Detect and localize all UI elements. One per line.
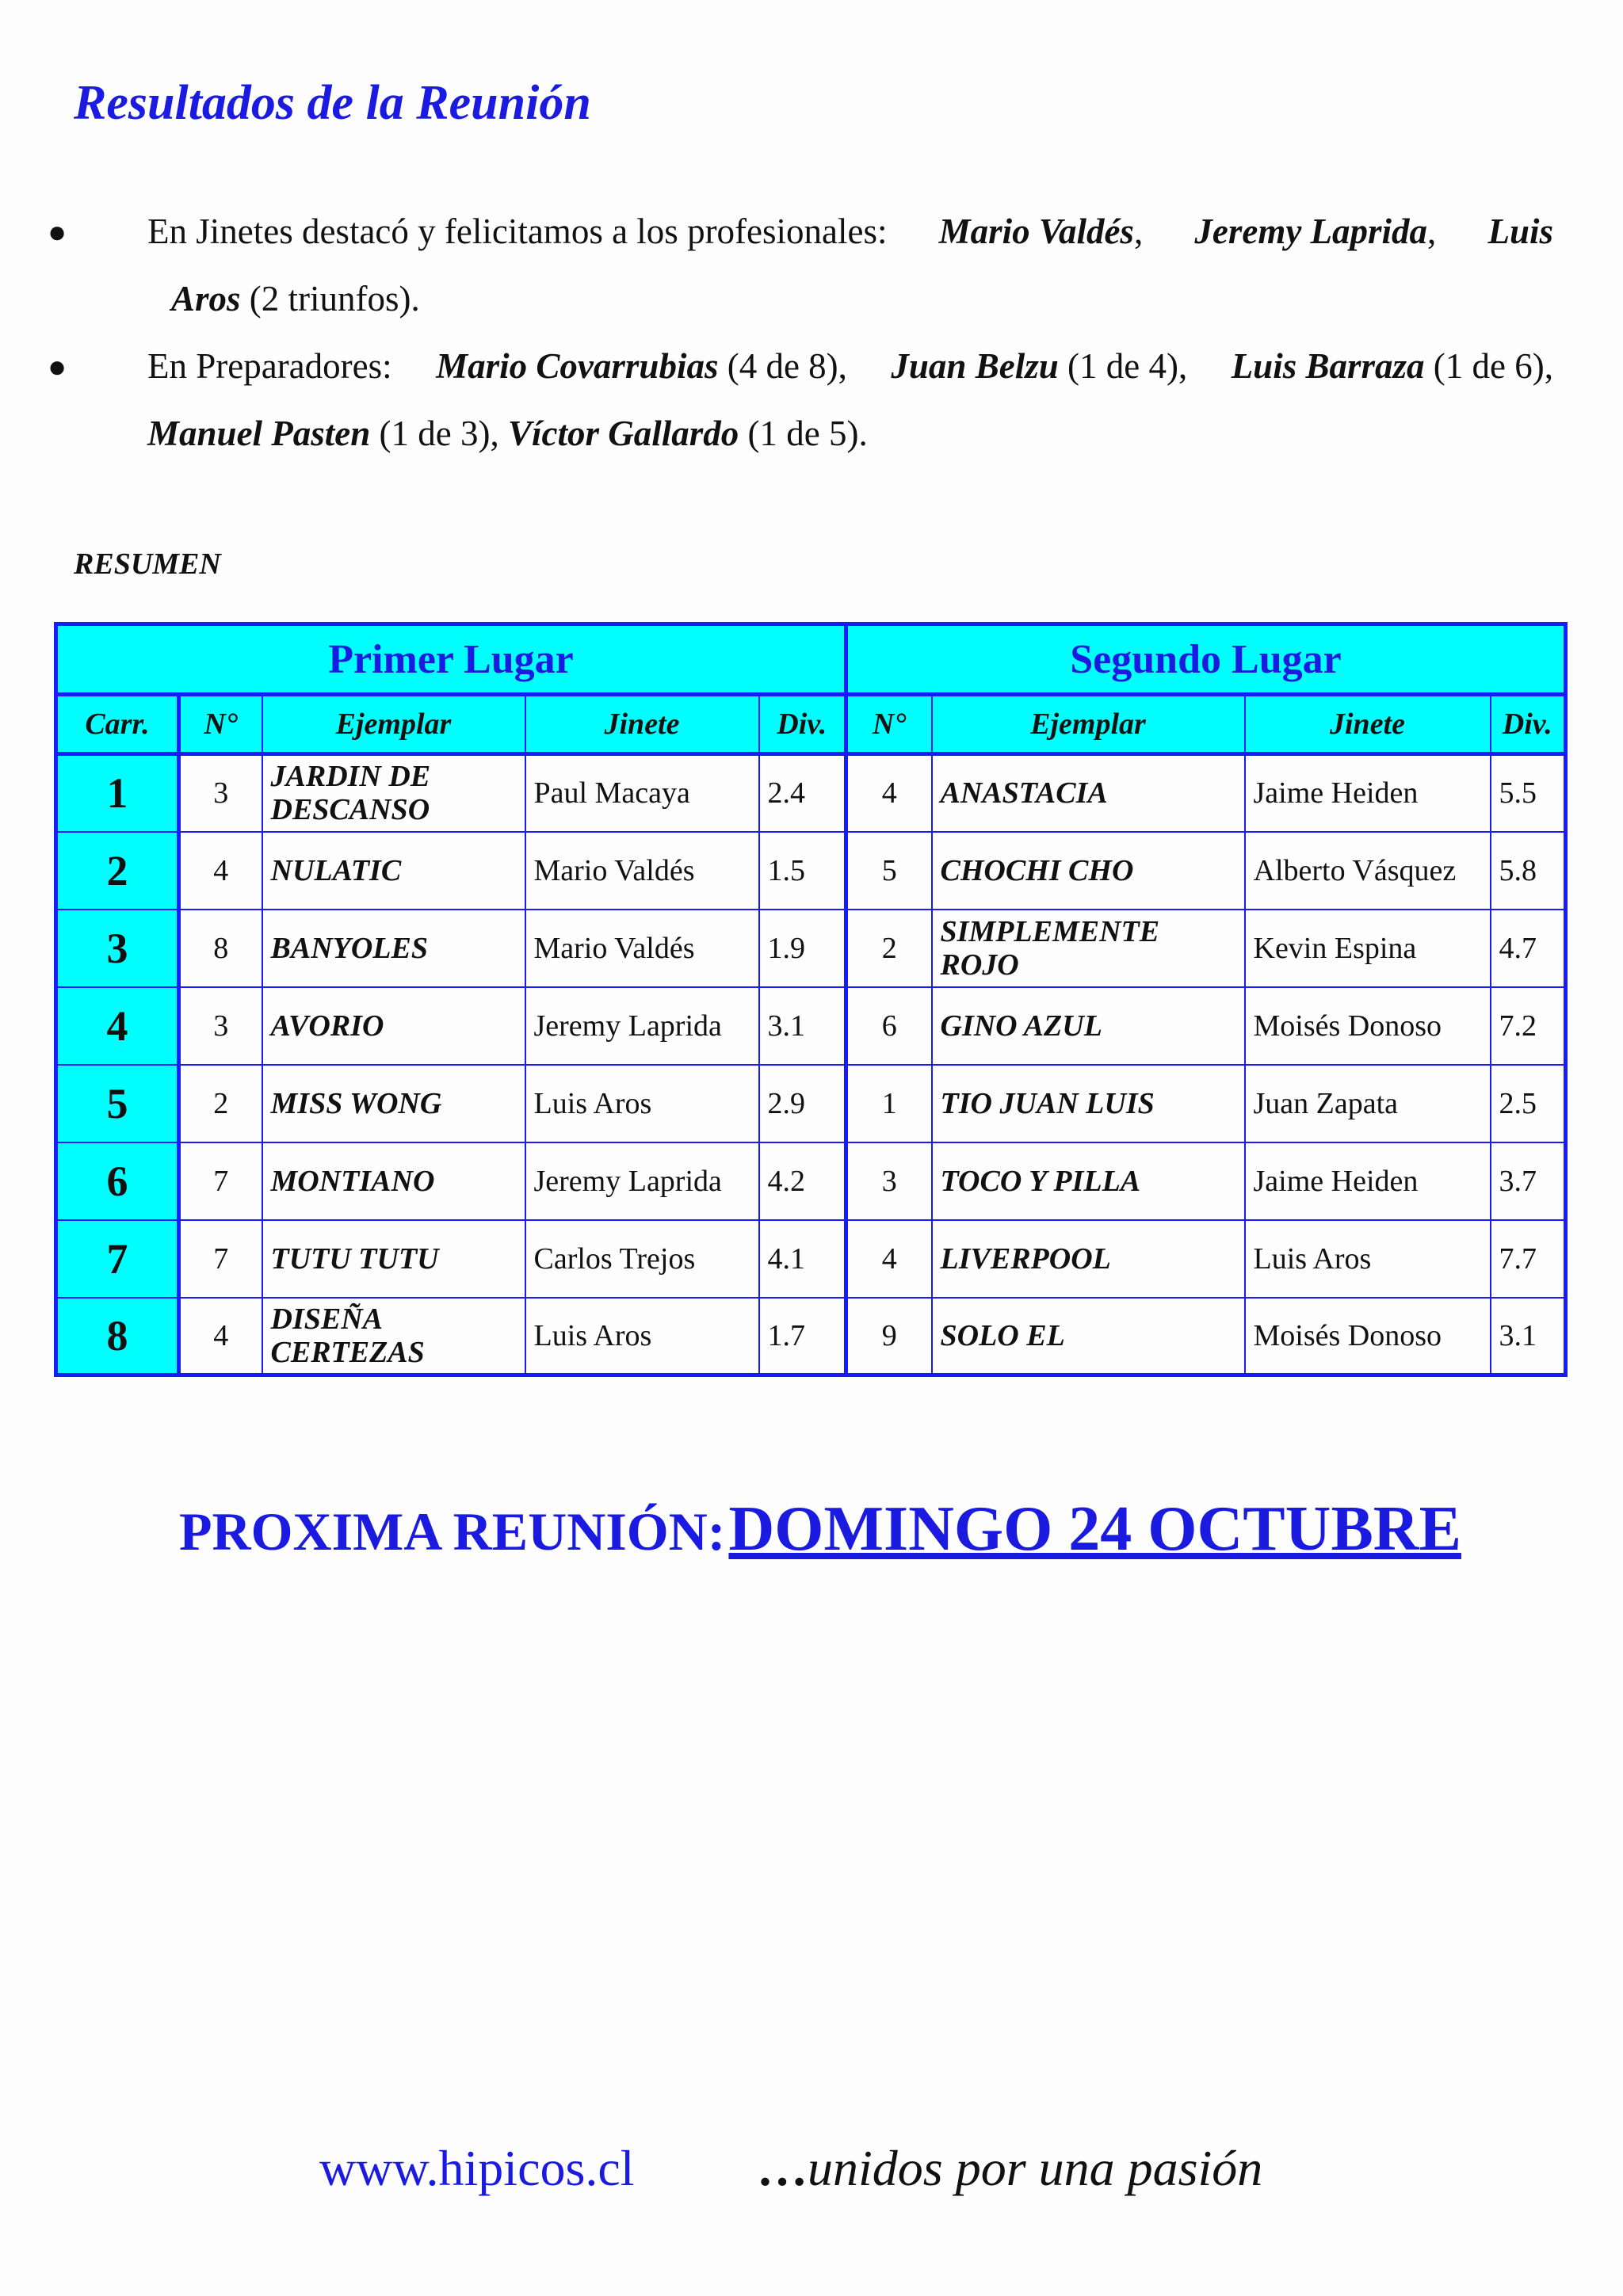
race-number: 8 — [56, 1298, 179, 1375]
first-horse-name: DISEÑA CERTEZAS — [262, 1298, 525, 1375]
jockey-name: Jeremy Laprida — [1194, 212, 1428, 251]
second-jockey: Juan Zapata — [1245, 1065, 1491, 1142]
first-jockey: Luis Aros — [525, 1298, 759, 1375]
first-dividend: 1.9 — [759, 910, 846, 987]
first-jockey: Paul Macaya — [525, 754, 759, 832]
jockey-name: Mario Valdés — [938, 212, 1134, 251]
race-number: 1 — [56, 754, 179, 832]
first-horse-number: 8 — [179, 910, 262, 987]
first-horse-number: 4 — [179, 1298, 262, 1375]
col-header-jinete: Jinete — [1245, 695, 1491, 754]
group-header-second: Segundo Lugar — [846, 624, 1566, 695]
highlights-list — [48, 198, 1553, 467]
first-jockey: Luis Aros — [525, 1065, 759, 1142]
page-title: Resultados de la Reunión — [74, 76, 591, 130]
second-jockey: Kevin Espina — [1245, 910, 1491, 987]
second-horse-name: SOLO EL — [932, 1298, 1245, 1375]
first-dividend: 2.9 — [759, 1065, 846, 1142]
slogan — [757, 2139, 1262, 2198]
next-meeting-label: PROXIMA REUNIÓN: — [179, 1501, 726, 1562]
first-dividend: 4.1 — [759, 1220, 846, 1298]
second-horse-name: LIVERPOOL — [932, 1220, 1245, 1298]
second-dividend: 2.5 — [1491, 1065, 1566, 1142]
col-header-num: N° — [179, 695, 262, 754]
second-jockey: Luis Aros — [1245, 1220, 1491, 1298]
second-dividend: 4.7 — [1491, 910, 1566, 987]
race-number: 7 — [56, 1220, 179, 1298]
jinetes-intro: En Jinetes destacó y felicitamos a los profesionales: — [147, 212, 888, 251]
first-dividend: 3.1 — [759, 987, 846, 1065]
first-horse-number: 7 — [179, 1220, 262, 1298]
first-jockey: Mario Valdés — [525, 832, 759, 910]
trainer-record: (1 de 4), — [1067, 346, 1188, 386]
second-horse-number: 9 — [846, 1298, 932, 1375]
second-jockey: Alberto Vásquez — [1245, 832, 1491, 910]
next-meeting-date: DOMINGO 24 OCTUBRE — [728, 1494, 1461, 1564]
wins-note: (2 triunfos). — [249, 279, 420, 318]
first-horse-number: 2 — [179, 1065, 262, 1142]
race-number: 5 — [56, 1065, 179, 1142]
first-jockey: Jeremy Laprida — [525, 987, 759, 1065]
ellipsis: … — [757, 2140, 808, 2196]
trainer-name: Víctor Gallardo — [508, 414, 739, 453]
trainers-intro: En Preparadores: — [147, 346, 392, 386]
first-horse-number: 7 — [179, 1142, 262, 1220]
trainer-name: Juan Belzu — [891, 346, 1059, 386]
slogan-text: unidos por una pasión — [808, 2140, 1263, 2196]
table-row — [56, 754, 1566, 832]
table-row — [56, 832, 1566, 910]
first-dividend: 1.7 — [759, 1298, 846, 1375]
bullet-icon: ● — [48, 349, 67, 384]
second-horse-number: 5 — [846, 832, 932, 910]
first-jockey: Jeremy Laprida — [525, 1142, 759, 1220]
trainer-record: (1 de 3), — [379, 414, 499, 453]
second-horse-number: 4 — [846, 1220, 932, 1298]
race-number: 4 — [56, 987, 179, 1065]
col-header-ejemplar: Ejemplar — [932, 695, 1245, 754]
col-header-div: Div. — [1491, 695, 1566, 754]
trainer-name: Luis Barraza — [1231, 346, 1425, 386]
trainer-record: (1 de 6), — [1433, 346, 1553, 386]
first-horse-number: 4 — [179, 832, 262, 910]
second-horse-name: TOCO Y PILLA — [932, 1142, 1245, 1220]
first-horse-name: MONTIANO — [262, 1142, 525, 1220]
first-horse-name: MISS WONG — [262, 1065, 525, 1142]
race-number: 3 — [56, 910, 179, 987]
col-header-num: N° — [846, 695, 932, 754]
second-horse-name: GINO AZUL — [932, 987, 1245, 1065]
second-dividend: 5.8 — [1491, 832, 1566, 910]
first-dividend: 2.4 — [759, 754, 846, 832]
first-jockey: Carlos Trejos — [525, 1220, 759, 1298]
second-jockey: Jaime Heiden — [1245, 754, 1491, 832]
first-horse-number: 3 — [179, 987, 262, 1065]
first-horse-name: BANYOLES — [262, 910, 525, 987]
first-horse-name: NULATIC — [262, 832, 525, 910]
trainer-record: (4 de 8), — [727, 346, 847, 386]
first-horse-name: AVORIO — [262, 987, 525, 1065]
next-meeting — [179, 1493, 1461, 1566]
first-dividend: 4.2 — [759, 1142, 846, 1220]
jockey-name: Aros — [171, 279, 241, 318]
table-row — [56, 987, 1566, 1065]
section-heading: RESUMEN — [74, 547, 221, 581]
second-dividend: 3.7 — [1491, 1142, 1566, 1220]
table-row — [56, 1142, 1566, 1220]
trainer-record: (1 de 5). — [747, 414, 868, 453]
second-dividend: 7.7 — [1491, 1220, 1566, 1298]
second-jockey: Moisés Donoso — [1245, 987, 1491, 1065]
first-dividend: 1.5 — [759, 832, 846, 910]
col-header-div: Div. — [759, 695, 846, 754]
col-header-carr: Carr. — [56, 695, 179, 754]
first-horse-number: 3 — [179, 754, 262, 832]
second-horse-name: CHOCHI CHO — [932, 832, 1245, 910]
table-row — [56, 1220, 1566, 1298]
table-row — [56, 910, 1566, 987]
second-horse-name: SIMPLEMENTE ROJO — [932, 910, 1245, 987]
second-horse-number: 3 — [846, 1142, 932, 1220]
bullet-icon: ● — [48, 214, 67, 250]
race-number: 2 — [56, 832, 179, 910]
first-jockey: Mario Valdés — [525, 910, 759, 987]
first-horse-name: TUTU TUTU — [262, 1220, 525, 1298]
list-item: ● En Jinetes destacó y felicitamos a los profesionales: Mario Valdés, Jeremy Laprida, Luis Aros (2 triunfos). — [48, 198, 1553, 333]
second-jockey: Moisés Donoso — [1245, 1298, 1491, 1375]
col-header-jinete: Jinete — [525, 695, 759, 754]
results-table — [54, 622, 1568, 1377]
trainer-name: Manuel Pasten — [147, 414, 371, 453]
second-dividend: 7.2 — [1491, 987, 1566, 1065]
first-horse-name: JARDIN DE DESCANSO — [262, 754, 525, 832]
second-jockey: Jaime Heiden — [1245, 1142, 1491, 1220]
website-link[interactable]: www.hipicos.cl — [319, 2140, 635, 2196]
second-dividend: 3.1 — [1491, 1298, 1566, 1375]
table-row — [56, 1298, 1566, 1375]
jockey-name: Luis — [1487, 212, 1553, 251]
second-dividend: 5.5 — [1491, 754, 1566, 832]
second-horse-number: 4 — [846, 754, 932, 832]
trainer-name: Mario Covarrubias — [436, 346, 719, 386]
list-item — [48, 333, 1553, 467]
second-horse-number: 2 — [846, 910, 932, 987]
race-number: 6 — [56, 1142, 179, 1220]
table-row — [56, 1065, 1566, 1142]
second-horse-name: ANASTACIA — [932, 754, 1245, 832]
second-horse-name: TIO JUAN LUIS — [932, 1065, 1245, 1142]
group-header-first: Primer Lugar — [56, 624, 846, 695]
second-horse-number: 1 — [846, 1065, 932, 1142]
col-header-ejemplar: Ejemplar — [262, 695, 525, 754]
second-horse-number: 6 — [846, 987, 932, 1065]
